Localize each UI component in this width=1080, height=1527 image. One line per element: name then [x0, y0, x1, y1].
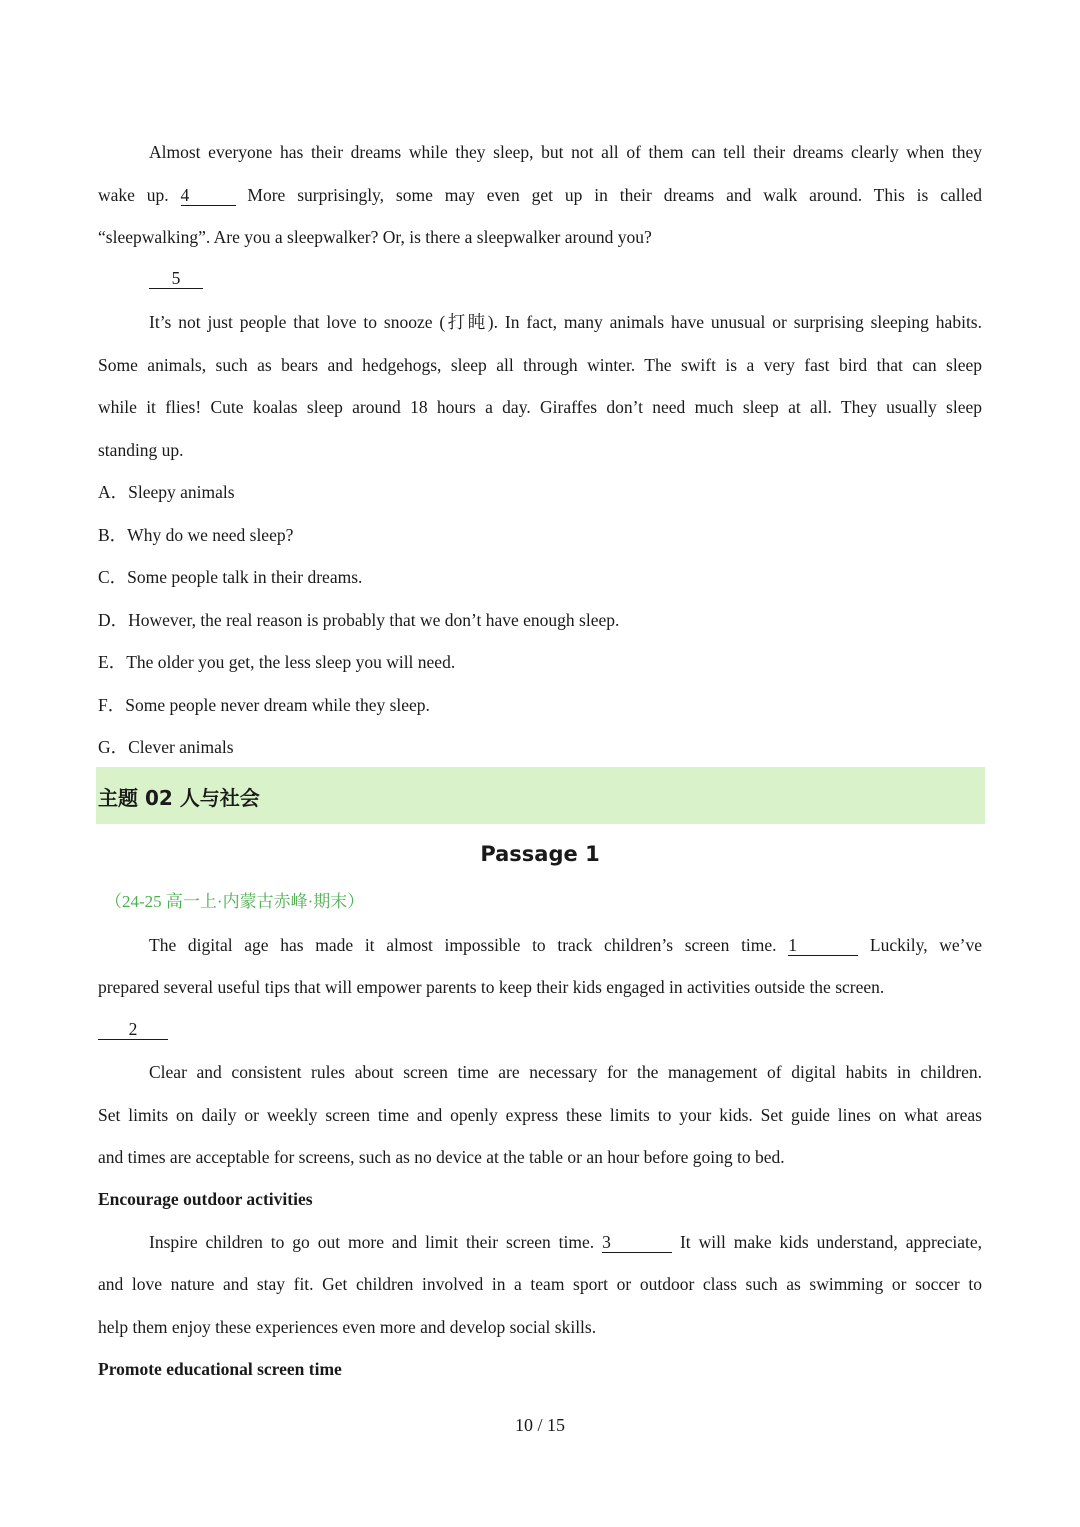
- passage-line: Some animals, such as bears and hedgehogs, sleep all through winter. The swift is a very fast bird that can sleep: [98, 355, 982, 375]
- option-c: C．Some people talk in their dreams.: [98, 567, 363, 587]
- passage-line: [149, 1230, 982, 1254]
- subheading-educational: Promote educational screen time: [98, 1359, 342, 1379]
- option-b: B．Why do we need sleep?: [98, 525, 294, 545]
- passage-line: “sleepwalking”. Are you a sleepwalker? Or, is there a sleepwalker around you?: [98, 227, 652, 247]
- option-a: A．Sleepy animals: [98, 482, 235, 502]
- passage-line: [98, 183, 982, 207]
- answer-blank-4: 4: [181, 185, 236, 206]
- answer-blank-2: 2: [98, 1019, 168, 1040]
- option-f: F．Some people never dream while they sleep.: [98, 695, 430, 715]
- section-title: 主题 02 人与社会: [98, 786, 260, 810]
- passage-line: standing up.: [98, 440, 184, 460]
- text-segment: It will make kids understand, appreciate,: [679, 1232, 982, 1252]
- page-number: 10 / 15: [514, 1415, 565, 1435]
- passage-title: Passage 1: [480, 842, 600, 866]
- passage-line: Clear and consistent rules about screen time are necessary for the management of digital habits in children.: [149, 1062, 982, 1082]
- passage-line: prepared several useful tips that will empower parents to keep their kids engaged in activities outside the screen.: [98, 977, 885, 997]
- passage-line: Set limits on daily or weekly screen time and openly express these limits to your kids. Set guide lines on what areas: [98, 1105, 982, 1125]
- option-e: E．The older you get, the less sleep you will need.: [98, 652, 456, 672]
- passage-line: while it flies! Cute koalas sleep around 18 hours a day. Giraffes don’t need much sleep at all. They usually sleep: [98, 397, 982, 417]
- text-segment: More surprisingly, some may even get up in their dreams and walk around. This is called: [247, 185, 982, 205]
- text-segment: wake up.: [98, 185, 169, 205]
- option-g: G．Clever animals: [98, 737, 234, 757]
- answer-blank-3: 3: [602, 1232, 672, 1253]
- answer-blank-5: 5: [149, 268, 203, 289]
- text-segment: The digital age has made it almost impossible to track children’s screen time.: [149, 935, 777, 955]
- passage-line: [149, 933, 982, 957]
- answer-blank-1: 1: [788, 935, 858, 956]
- passage-line: help them enjoy these experiences even more and develop social skills.: [98, 1317, 597, 1337]
- text-segment: Luckily, we’ve: [869, 935, 983, 955]
- passage-line: Almost everyone has their dreams while they sleep, but not all of them can tell their dreams clearly when they: [149, 142, 982, 162]
- passage-line: It’s not just people that love to snooze (打盹). In fact, many animals have unusual or surprising sleeping habits.: [149, 312, 982, 332]
- option-d: D．However, the real reason is probably that we don’t have enough sleep.: [98, 610, 620, 630]
- passage-line: and love nature and stay fit. Get children involved in a team sport or outdoor class such as swimming or soccer to: [98, 1274, 982, 1294]
- subheading-outdoor: Encourage outdoor activities: [98, 1189, 313, 1209]
- passage-line: and times are acceptable for screens, such as no device at the table or an hour before going to bed.: [98, 1147, 785, 1167]
- text-segment: Inspire children to go out more and limit their screen time.: [149, 1232, 595, 1252]
- source-label: （24-25 高一上·内蒙古赤峰·期末）: [105, 892, 365, 911]
